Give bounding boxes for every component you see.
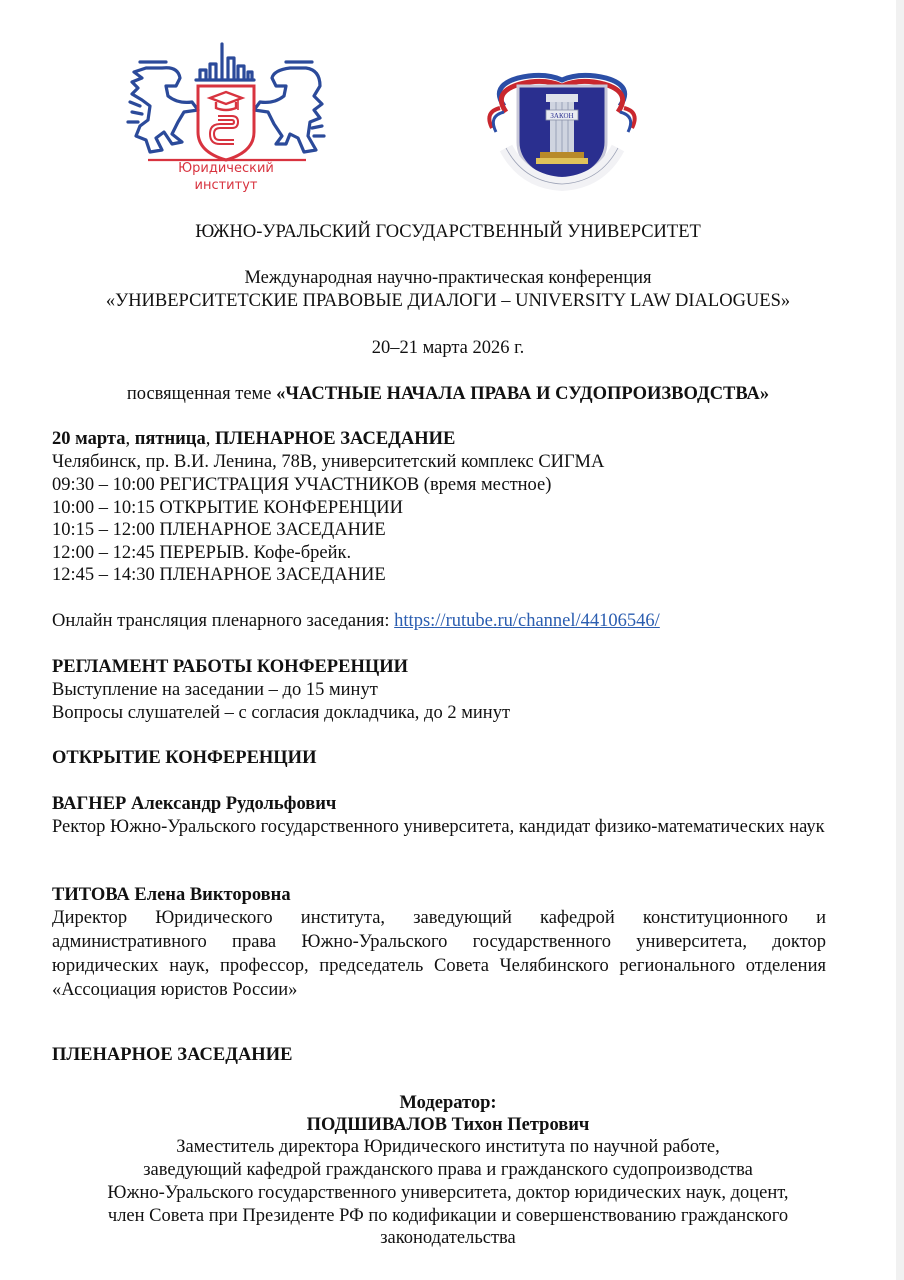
university-name: ЮЖНО-УРАЛЬСКИЙ ГОСУДАРСТВЕННЫЙ УНИВЕРСИТЕТ (195, 222, 701, 242)
day-session: ПЛЕНАРНОЕ ЗАСЕДАНИЕ (214, 429, 456, 449)
rules-item: Выступление на заседании – до 15 минут (52, 680, 378, 700)
conference-type: Международная научно-практическая конференция (244, 268, 652, 288)
speaker-name: ТИТОВА Елена Викторовна (52, 885, 291, 905)
theme-prefix: посвященная теме (126, 384, 277, 404)
stream-label: Онлайн трансляция пленарного заседания: (52, 611, 395, 631)
speaker-name: ВАГНЕР Александр Рудольфович (52, 794, 337, 814)
speaker-title: Ректор Южно-Уральского государственного университета, кандидат физико-математических наук (52, 817, 825, 837)
law-institute-logo-caption (126, 160, 326, 194)
separator: , (125, 429, 135, 449)
schedule-item: 10:00 – 10:15 ОТКРЫТИЕ КОНФЕРЕНЦИИ (52, 498, 403, 518)
conference-name: «УНИВЕРСИТЕТСКИЕ ПРАВОВЫЕ ДИАЛОГИ – UNIVERSITY LAW DIALOGUES» (105, 291, 791, 311)
plenary-title: ПЛЕНАРНОЕ ЗАСЕДАНИЕ (52, 1045, 293, 1065)
moderator-name: ПОДШИВАЛОВ Тихон Петрович (306, 1115, 590, 1135)
schedule-item: 09:30 – 10:00 РЕГИСТРАЦИЯ УЧАСТНИКОВ (время местное) (52, 475, 552, 495)
page-edge-strip (896, 0, 904, 1280)
moderator-label: Модератор: (399, 1093, 497, 1113)
moderator-title-line: Южно-Уральского государственного университета, доктор юридических наук, доцент, (107, 1183, 789, 1203)
schedule-item: 10:15 – 12:00 ПЛЕНАРНОЕ ЗАСЕДАНИЕ (52, 520, 386, 540)
moderator-title-line: Заместитель директора Юридического института по научной работе, (176, 1137, 720, 1157)
day-date: 20 марта (52, 429, 126, 449)
opening-title: ОТКРЫТИЕ КОНФЕРЕНЦИИ (52, 748, 317, 768)
schedule-item: 12:45 – 14:30 ПЛЕНАРНОЕ ЗАСЕДАНИЕ (52, 565, 386, 585)
day-heading (52, 428, 455, 451)
logo-caption-line: институт (194, 178, 258, 193)
rules-item: Вопросы слушателей – с согласия докладчика, до 2 минут (52, 703, 511, 723)
conference-dates: 20–21 марта 2026 г. (371, 338, 525, 358)
schedule-item: 12:00 – 12:45 ПЕРЕРЫВ. Кофе-брейк. (52, 543, 352, 563)
stream-link[interactable]: https://rutube.ru/channel/44106546/ (394, 611, 660, 631)
separator: , (205, 429, 215, 449)
logo-zakon-text: ЗАКОН (550, 112, 574, 120)
theme-title: «ЧАСТНЫЕ НАЧАЛА ПРАВА И СУДОПРОИЗВОДСТВА» (276, 384, 770, 404)
venue: Челябинск, пр. В.И. Ленина, 78В, университетский комплекс СИГМА (52, 452, 605, 472)
moderator-title-line: член Совета при Президенте РФ по кодификации и совершенствованию гражданского (107, 1206, 789, 1226)
conference-theme (0, 382, 896, 406)
rules-title: РЕГЛАМЕНТ РАБОТЫ КОНФЕРЕНЦИИ (52, 657, 408, 677)
stream-line (52, 610, 660, 633)
logo-caption-line: Юридический (178, 161, 274, 176)
moderator-title-line: законодательства (380, 1228, 516, 1248)
moderator-title-line: заведующий кафедрой гражданского права и гражданского судопроизводства (143, 1160, 753, 1180)
lawyers-association-logo (484, 58, 640, 192)
speaker-title: Директор Юридического института, заведующий кафедрой конституционного и административного права Южно-Уральского государственного университета, доктор юридических наук, профессор, председатель Совета Челябинского регионального отделения «Ассоциация юристов России» (52, 908, 826, 1000)
day-weekday: пятница (134, 429, 206, 449)
